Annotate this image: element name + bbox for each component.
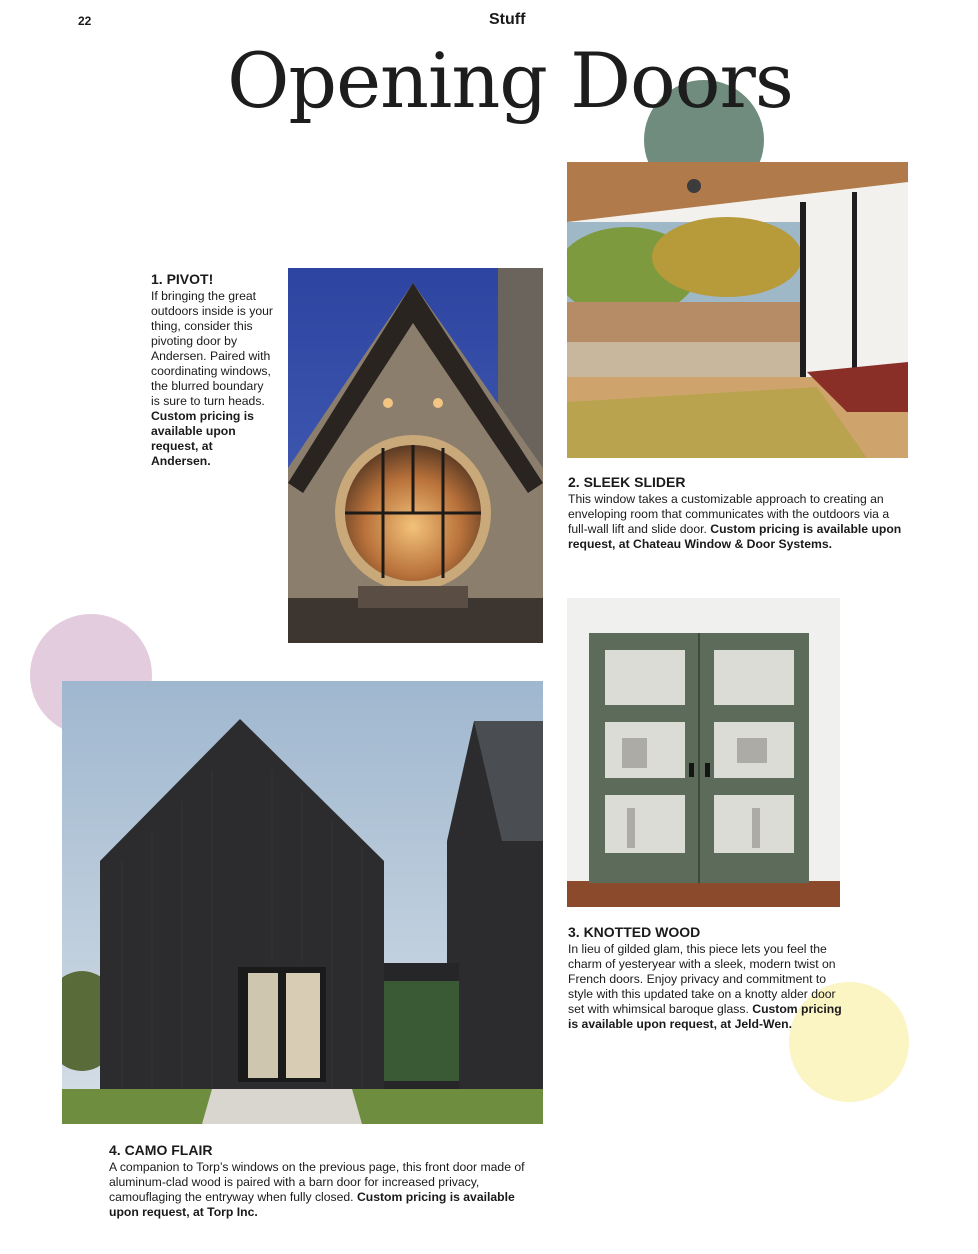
camo-flair-house-photo [62, 681, 543, 1124]
knotted-wood-door-photo [567, 598, 840, 907]
item-2-pricing: Custom pricing is available upon request, at Chateau Window & Door Systems. [568, 522, 902, 551]
item-4-pricing: Custom pricing is available upon request, at Torp Inc. [109, 1190, 515, 1219]
section-label: Stuff [489, 11, 526, 28]
item-2-body [568, 492, 908, 552]
item-3-pricing: Custom pricing is available upon request, at Jeld-Wen. [568, 1002, 842, 1031]
pivot-door-photo [288, 268, 543, 643]
page-title: Opening Doors [227, 36, 793, 125]
item-3-caption [568, 924, 843, 1032]
item-2-body-text: This window takes a customizable approach to creating an enveloping room that communicates with the outdoors via a full-wall lift and slide door. [568, 492, 890, 536]
item-1-pricing: Custom pricing is available upon request, at Andersen. [151, 409, 254, 468]
item-2-heading: 2. SLEEK SLIDER [568, 474, 686, 490]
item-1-caption [151, 271, 273, 469]
sleek-slider-photo [567, 162, 908, 458]
page-number: 22 [78, 14, 92, 28]
item-3-heading: 3. KNOTTED WOOD [568, 924, 701, 940]
item-4-caption [109, 1142, 534, 1220]
item-4-body [109, 1160, 534, 1220]
item-3-body [568, 942, 843, 1032]
item-3-body-text: In lieu of gilded glam, this piece lets you feel the charm of yesteryear with a sleek, modern twist on French doors. Enjoy privacy and commitment to style with this updated take on a knotty alder door set with whimsical baroque glass. [568, 942, 836, 1016]
item-1-body-text: If bringing the great outdoors inside is your thing, consider this pivoting door by Andersen. Paired with coordinating windows, the blurred boundary is sure to turn heads. [151, 289, 273, 408]
item-2-caption [568, 474, 908, 552]
item-4-body-text: A companion to Torp’s windows on the previous page, this front door made of aluminum-clad wood is paired with a barn door for increased privacy, camouflaging the entryway when fully closed. [109, 1160, 525, 1204]
item-4-heading: 4. CAMO FLAIR [109, 1142, 213, 1158]
item-1-heading: 1. PIVOT! [151, 271, 214, 287]
item-1-body [151, 289, 273, 469]
